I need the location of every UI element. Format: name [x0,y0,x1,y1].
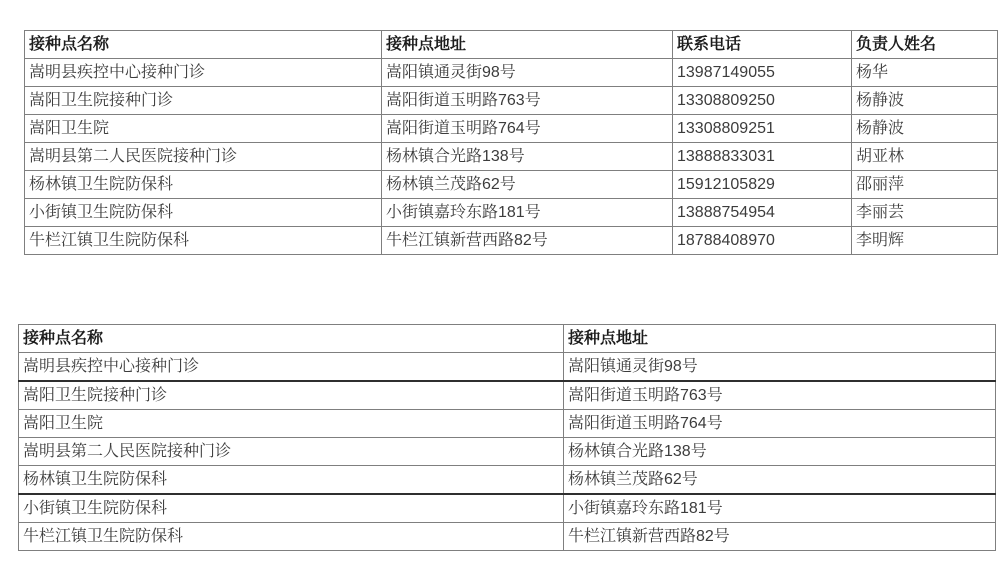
table-cell: 嵩阳卫生院 [25,115,382,143]
table-row [19,494,996,523]
table-cell: 嵩阳镇通灵街98号 [382,59,673,87]
table-cell: 牛栏江镇卫生院防保科 [19,523,564,551]
table-row [25,171,998,199]
table-cell: 嵩阳卫生院接种门诊 [19,381,564,410]
table-cell: 13888833031 [673,143,852,171]
table-cell: 18788408970 [673,227,852,255]
table-cell: 杨林镇兰茂路62号 [564,466,996,495]
table-cell: 13888754954 [673,199,852,227]
table-cell: 13987149055 [673,59,852,87]
table-row [25,199,998,227]
table-row [25,115,998,143]
table-cell: 嵩阳街道玉明路763号 [382,87,673,115]
table-cell: 嵩阳镇通灵街98号 [564,353,996,382]
vaccination-sites-table-full-wrap [24,30,998,255]
header-row [19,325,996,353]
table-row [25,87,998,115]
table-cell: 杨林镇合光路138号 [382,143,673,171]
table-cell: 杨静波 [852,87,998,115]
table-cell: 嵩阳卫生院接种门诊 [25,87,382,115]
table-cell: 李丽芸 [852,199,998,227]
table-cell: 嵩阳街道玉明路764号 [382,115,673,143]
table-row [19,410,996,438]
table-cell: 杨林镇合光路138号 [564,438,996,466]
table-cell: 邵丽萍 [852,171,998,199]
table-cell: 牛栏江镇新营西路82号 [564,523,996,551]
column-header-site-name: 接种点名称 [25,31,382,59]
table-cell: 嵩阳街道玉明路764号 [564,410,996,438]
table-cell: 胡亚林 [852,143,998,171]
vaccination-sites-table-short [18,324,996,551]
table-cell: 13308809250 [673,87,852,115]
table-cell: 牛栏江镇卫生院防保科 [25,227,382,255]
table-cell: 嵩明县疾控中心接种门诊 [25,59,382,87]
table-row [19,523,996,551]
table-cell: 杨林镇卫生院防保科 [19,466,564,495]
table-row [19,466,996,495]
table-cell: 嵩明县第二人民医院接种门诊 [25,143,382,171]
table-row [19,438,996,466]
column-header-person-in-charge: 负责人姓名 [852,31,998,59]
table-row [19,381,996,410]
table-cell: 李明辉 [852,227,998,255]
table-cell: 小街镇嘉玲东路181号 [382,199,673,227]
table-cell: 嵩阳卫生院 [19,410,564,438]
table-cell: 杨林镇兰茂路62号 [382,171,673,199]
table-cell: 嵩明县疾控中心接种门诊 [19,353,564,382]
table-cell: 13308809251 [673,115,852,143]
header-row [25,31,998,59]
table-cell: 嵩阳街道玉明路763号 [564,381,996,410]
table-cell: 杨华 [852,59,998,87]
table-cell: 杨静波 [852,115,998,143]
table-row [19,353,996,382]
table-cell: 小街镇卫生院防保科 [25,199,382,227]
column-header-site-address: 接种点地址 [382,31,673,59]
table-cell: 嵩明县第二人民医院接种门诊 [19,438,564,466]
table-cell: 15912105829 [673,171,852,199]
table-cell: 小街镇卫生院防保科 [19,494,564,523]
table-cell: 小街镇嘉玲东路181号 [564,494,996,523]
table-cell: 牛栏江镇新营西路82号 [382,227,673,255]
column-header-site-name: 接种点名称 [19,325,564,353]
column-header-contact-phone: 联系电话 [673,31,852,59]
vaccination-sites-table-short-wrap [18,324,996,551]
table-row [25,59,998,87]
table-row [25,227,998,255]
column-header-site-address: 接种点地址 [564,325,996,353]
vaccination-sites-table-full [24,30,998,255]
table-row [25,143,998,171]
table-cell: 杨林镇卫生院防保科 [25,171,382,199]
